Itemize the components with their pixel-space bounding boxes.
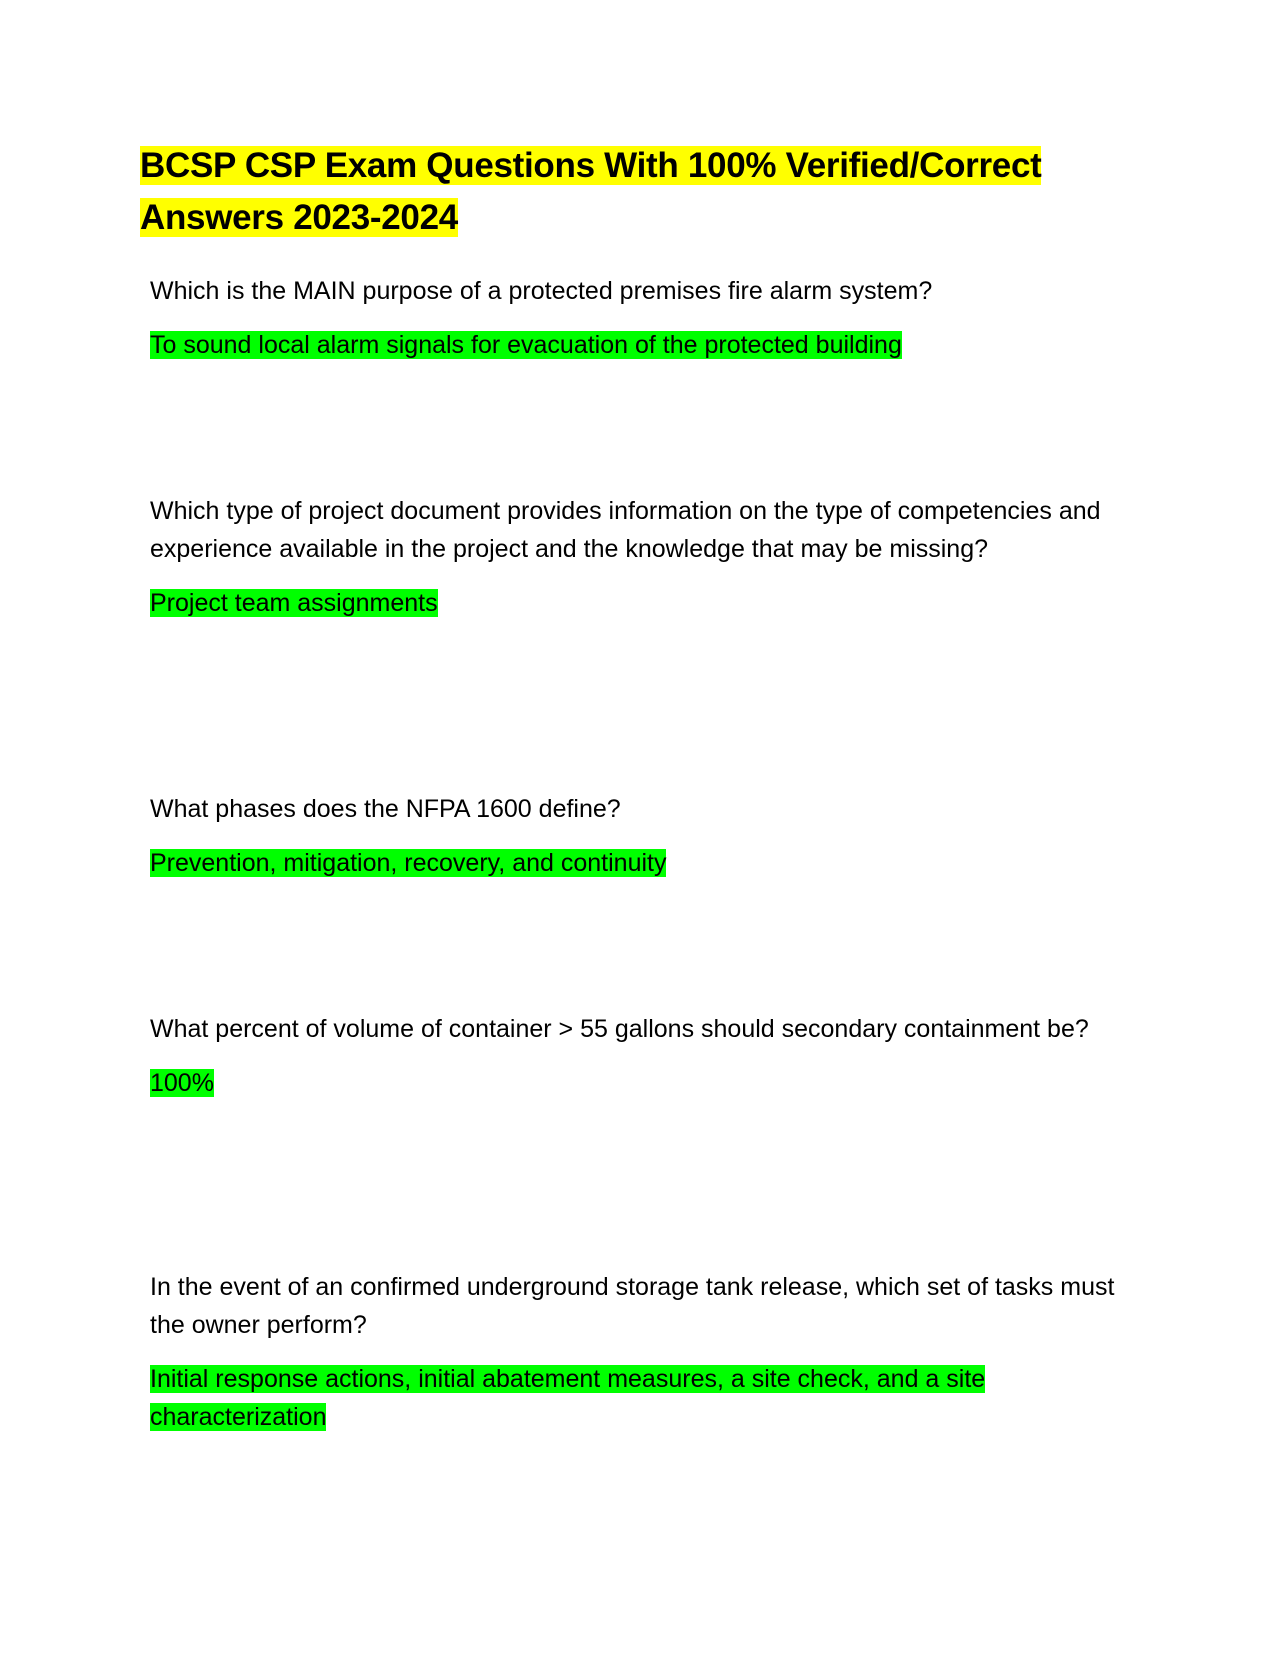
answer-5	[150, 1360, 1135, 1436]
qa-item-4	[150, 1010, 1135, 1102]
answer-3-text: Prevention, mitigation, recovery, and continuity	[150, 849, 667, 877]
answer-4-text: 100%	[150, 1069, 214, 1097]
qa-item-1	[150, 272, 1135, 364]
answer-1	[150, 326, 1135, 364]
question-4: What percent of volume of container > 55 gallons should secondary containment be?	[150, 1015, 1089, 1043]
question-5: In the event of an confirmed underground storage tank release, which set of tasks must the owner perform?	[150, 1273, 1115, 1339]
qa-item-2	[150, 492, 1135, 622]
answer-3	[150, 844, 1135, 882]
qa-item-5	[150, 1268, 1135, 1436]
document-title	[140, 140, 1140, 244]
answer-1-text: To sound local alarm signals for evacuation of the protected building	[150, 331, 902, 359]
question-2: Which type of project document provides information on the type of competencies and experience available in the project and the knowledge that may be missing?	[150, 497, 1101, 563]
answer-2	[150, 584, 1135, 622]
question-1: Which is the MAIN purpose of a protected premises fire alarm system?	[150, 277, 933, 305]
answer-4	[150, 1064, 1135, 1102]
answer-5-text: Initial response actions, initial abatement measures, a site check, and a site characterization	[150, 1365, 986, 1431]
answer-2-text: Project team assignments	[150, 589, 438, 617]
question-3: What phases does the NFPA 1600 define?	[150, 795, 621, 823]
document-title-text: BCSP CSP Exam Questions With 100% Verified/Correct Answers 2023-2024	[140, 146, 1042, 237]
qa-item-3	[150, 790, 1135, 882]
